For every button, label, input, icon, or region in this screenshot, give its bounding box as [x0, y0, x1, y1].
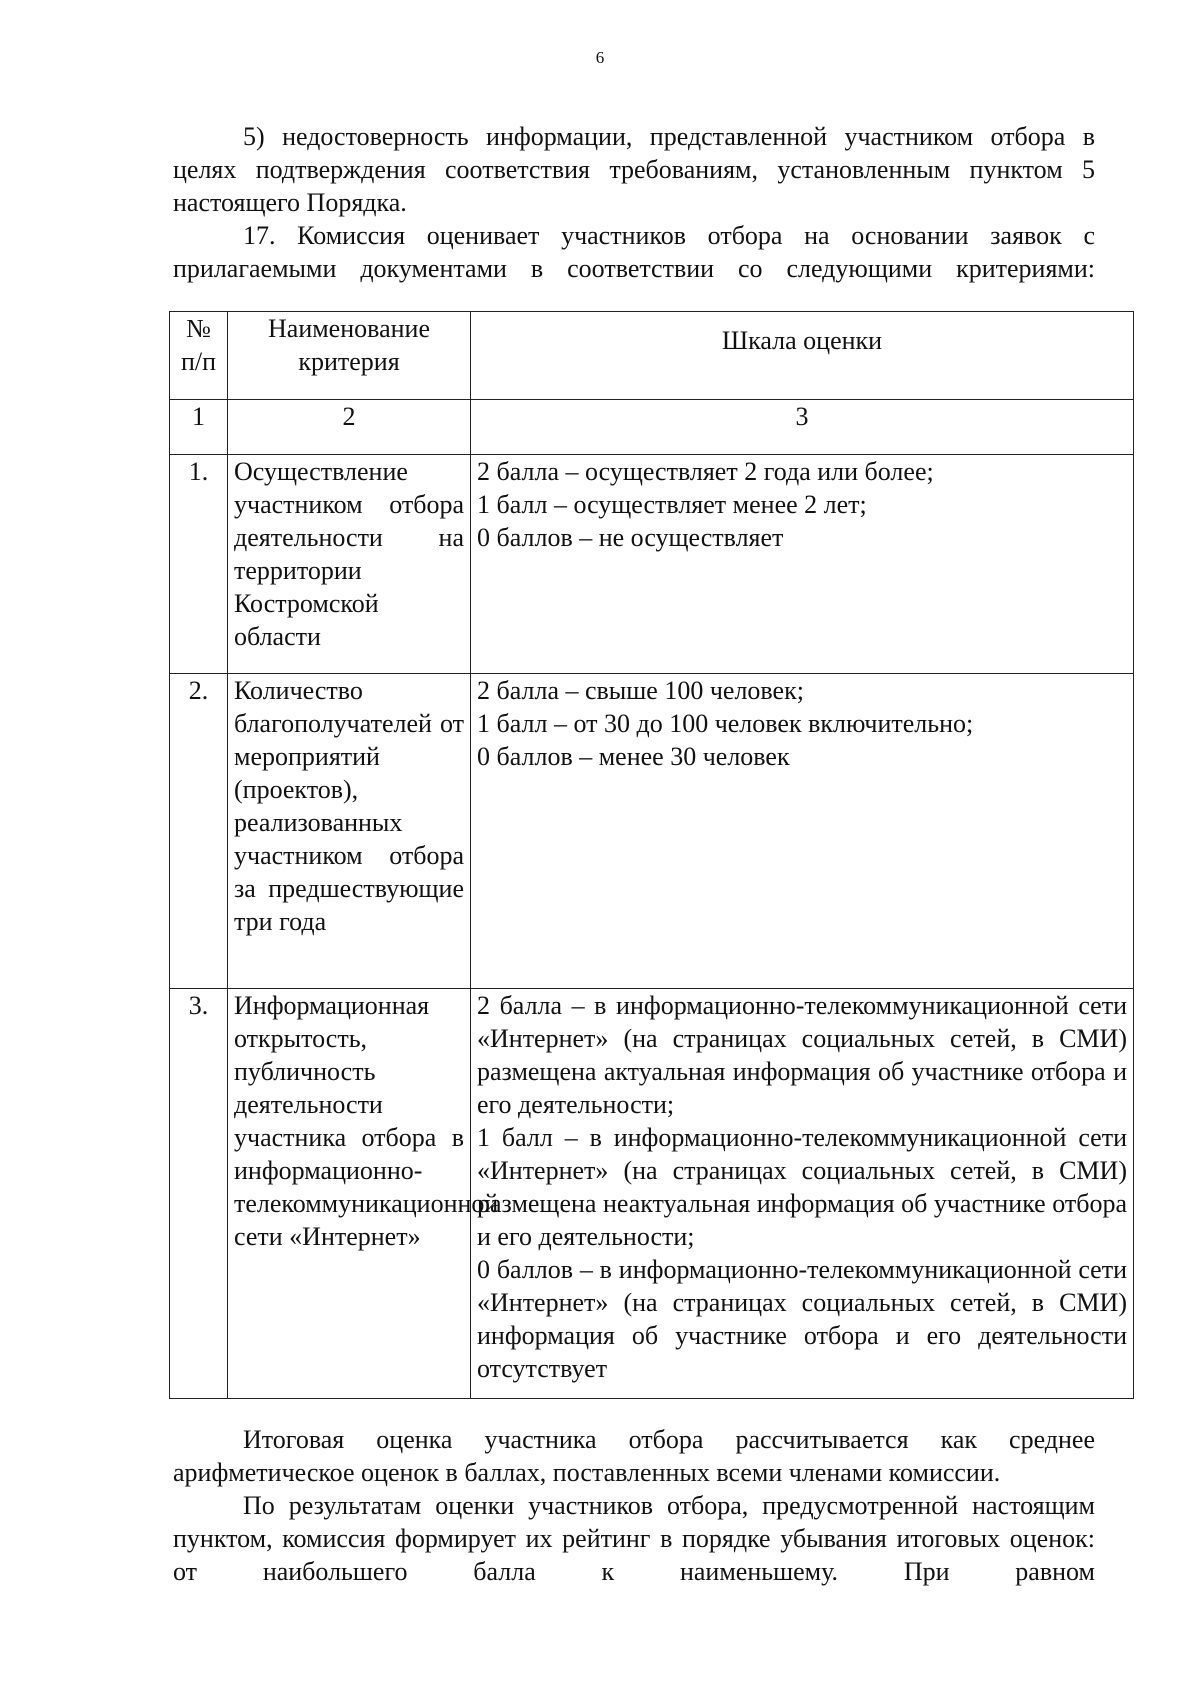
criterion-name: Информационная открытость, публичность деятельности участника отбора в информационно-телекоммуникационной сети «Интернет» — [228, 989, 471, 1399]
row-number: 1. — [170, 455, 228, 674]
score-scale — [471, 455, 1134, 674]
score-line: 2 балла – в информационно-телекоммуникационной сети «Интернет» (на страницах социальных сетей, в СМИ) размещена актуальная информация об участнике отбора и его деятельности; — [477, 991, 1127, 1119]
column-number: 2 — [228, 400, 471, 455]
score-scale — [471, 674, 1134, 989]
table-row — [170, 674, 1134, 989]
criteria-table — [169, 311, 1134, 1399]
page-number: 6 — [595, 48, 605, 67]
score-line: 2 балла – осуществляет 2 года или более; — [477, 457, 934, 486]
paragraph-rating: По результатам оценки участников отбора, предусмотренной настоящим пунктом, комиссия формирует их рейтинг в порядке убывания итоговых оценок: от наибольшего балла к наименьшему. При равном — [173, 1491, 1095, 1586]
header-scale: Шкала оценки — [471, 312, 1134, 400]
score-line: 2 балла – свыше 100 человек; — [477, 676, 804, 705]
column-number: 3 — [471, 400, 1134, 455]
score-line: 0 баллов – менее 30 человек — [477, 742, 790, 771]
column-number: 1 — [170, 400, 228, 455]
criterion-name: Количество благополучателей от мероприятий (проектов), реализованных участником отбора за предшествующие три года — [228, 674, 471, 989]
score-line: 1 балл – от 30 до 100 человек включительно; — [477, 709, 974, 738]
table-row — [170, 455, 1134, 674]
paragraph-commission-evaluates: 17. Комиссия оценивает участников отбора на основании заявок с прилагаемыми документами в соответствии со следующими критериями: — [173, 221, 1095, 283]
score-line: 1 балл – в информационно-телекоммуникационной сети «Интернет» (на страницах социальных сетей, в СМИ) размещена неактуальная информация об участнике отбора и его деятельности; — [477, 1123, 1128, 1251]
row-number: 3. — [170, 989, 228, 1399]
table-header-row — [170, 312, 1134, 400]
table-row — [170, 989, 1134, 1399]
paragraph-final-score: Итоговая оценка участника отбора рассчитывается как среднее арифметическое оценок в баллах, поставленных всеми членами комиссии. — [173, 1425, 1095, 1487]
score-line: 1 балл – осуществляет менее 2 лет; — [477, 490, 867, 519]
column-number-row — [170, 400, 1134, 455]
score-scale — [471, 989, 1134, 1399]
score-line: 0 баллов – в информационно-телекоммуникационной сети «Интернет» (на страницах социальных сетей, в СМИ) информация об участнике отбора и его деятельности отсутствует — [477, 1255, 1127, 1383]
header-criterion-name: Наименование критерия — [228, 312, 471, 400]
paragraph-unreliable-info: 5) недостоверность информации, представленной участником отбора в целях подтверждения соответствия требованиям, установленным пунктом 5 настоящего Порядка. — [173, 122, 1095, 217]
row-number: 2. — [170, 674, 228, 989]
header-num: № п/п — [170, 312, 228, 400]
criterion-name: Осуществление участником отбора деятельности на территории Костромской области — [228, 455, 471, 674]
score-line: 0 баллов – не осуществляет — [477, 523, 784, 552]
